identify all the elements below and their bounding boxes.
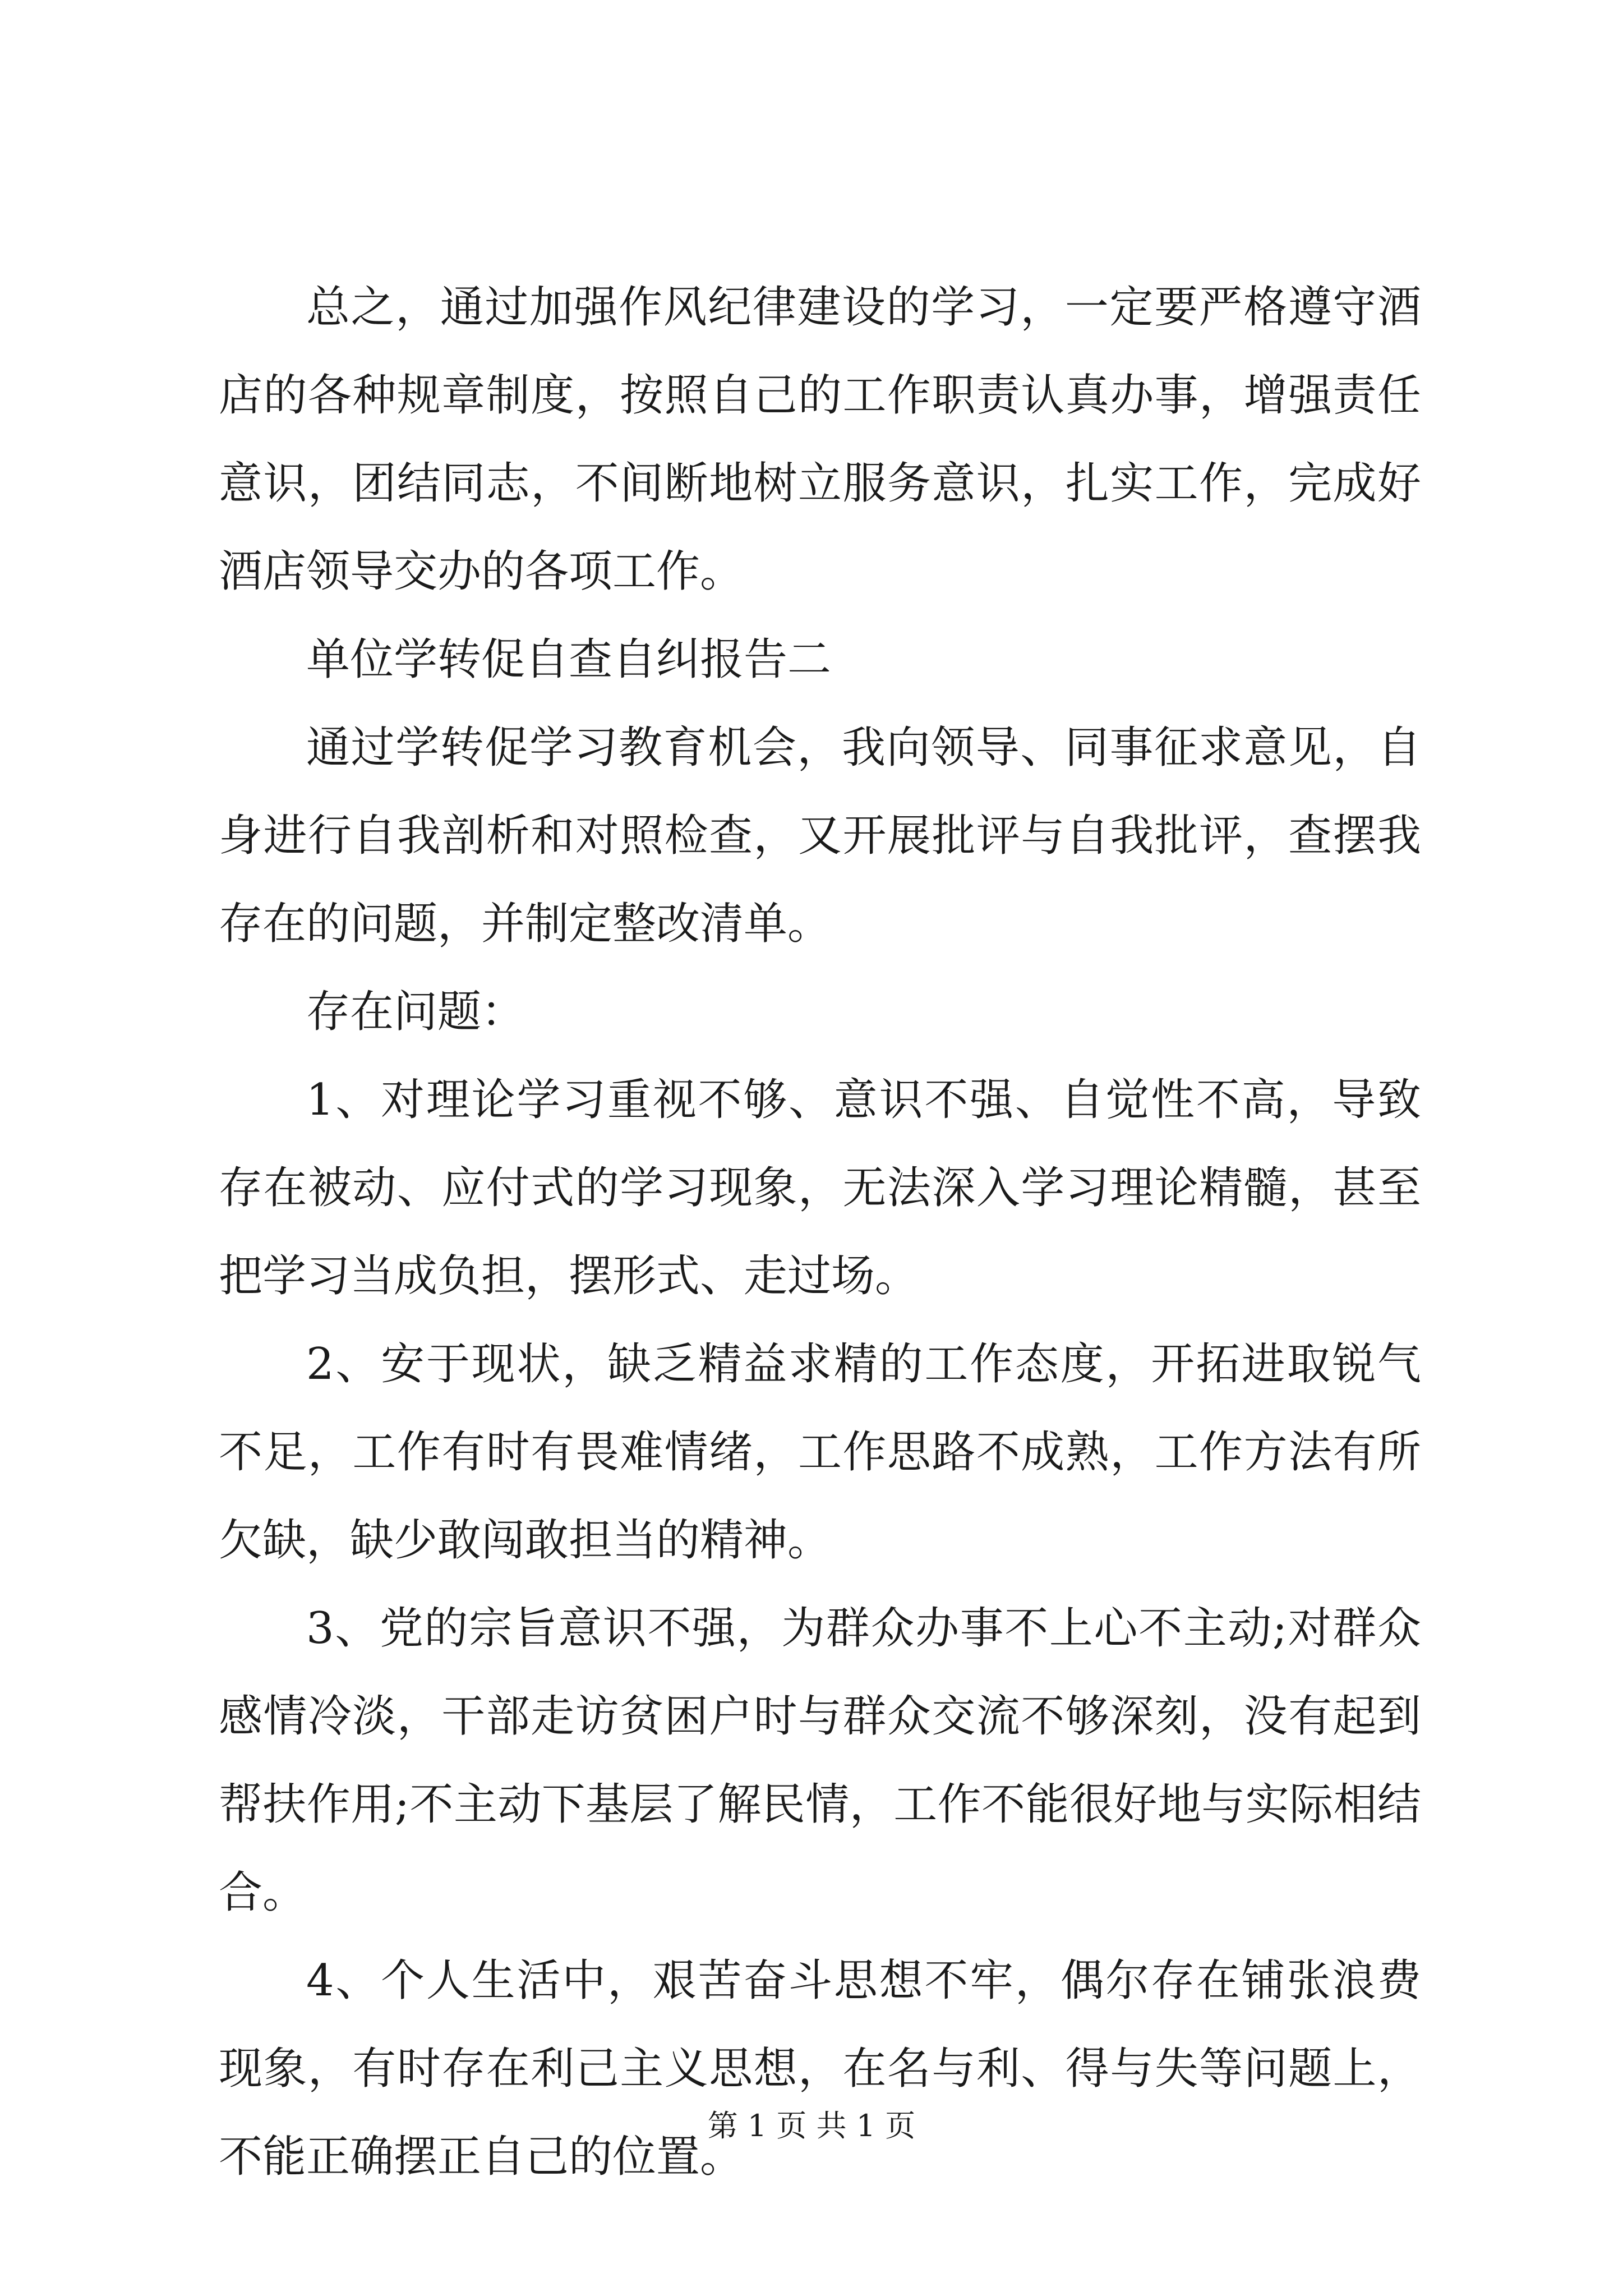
paragraph-intro: 通过学转促学习教育机会，我向领导、同事征求意见，自身进行自我剖析和对照检查，又开展批评与自我批评，查摆我存在的问题，并制定整改清单。 xyxy=(219,723,1421,949)
paragraph-problem-1: 1、对理论学习重视不够、意识不强、自觉性不高，导致存在被动、应付式的学习现象，无法深入学习理论精髓，甚至把学习当成负担，摆形式、走过场。 xyxy=(219,1075,1421,1301)
paragraph-problems-label: 存在问题： xyxy=(306,987,525,1037)
paragraph-problem-2: 2、安于现状，缺乏精益求精的工作态度，开拓进取锐气不足，工作有时有畏难情绪，工作思路不成熟，工作方法有所欠缺，缺少敢闯敢担当的精神。 xyxy=(219,1339,1421,1566)
document-body xyxy=(219,264,1421,2201)
paragraph-problem-4: 4、个人生活中，艰苦奋斗思想不牢，偶尔存在铺张浪费现象，有时存在利己主义思想，在名与利、得与失等问题上，不能正确摆正自己的位置。 xyxy=(219,1955,1421,2182)
page-footer: 第 1 页 共 1 页 xyxy=(707,2108,916,2143)
section-heading: 单位学转促自查自纠报告二 xyxy=(306,634,832,685)
paragraph-conclusion: 总之，通过加强作风纪律建设的学习，一定要严格遵守酒店的各种规章制度，按照自己的工作职责认真办事，增强责任意识，团结同志，不间断地树立服务意识，扎实工作，完成好酒店领导交办的各项工作。 xyxy=(219,282,1421,597)
paragraph-problem-3: 3、党的宗旨意识不强，为群众办事不上心不主动;对群众感情冷淡，干部走访贫困户时与群众交流不够深刻，没有起到帮扶作用;不主动下基层了解民情，工作不能很好地与实际相结合。 xyxy=(219,1603,1421,1918)
